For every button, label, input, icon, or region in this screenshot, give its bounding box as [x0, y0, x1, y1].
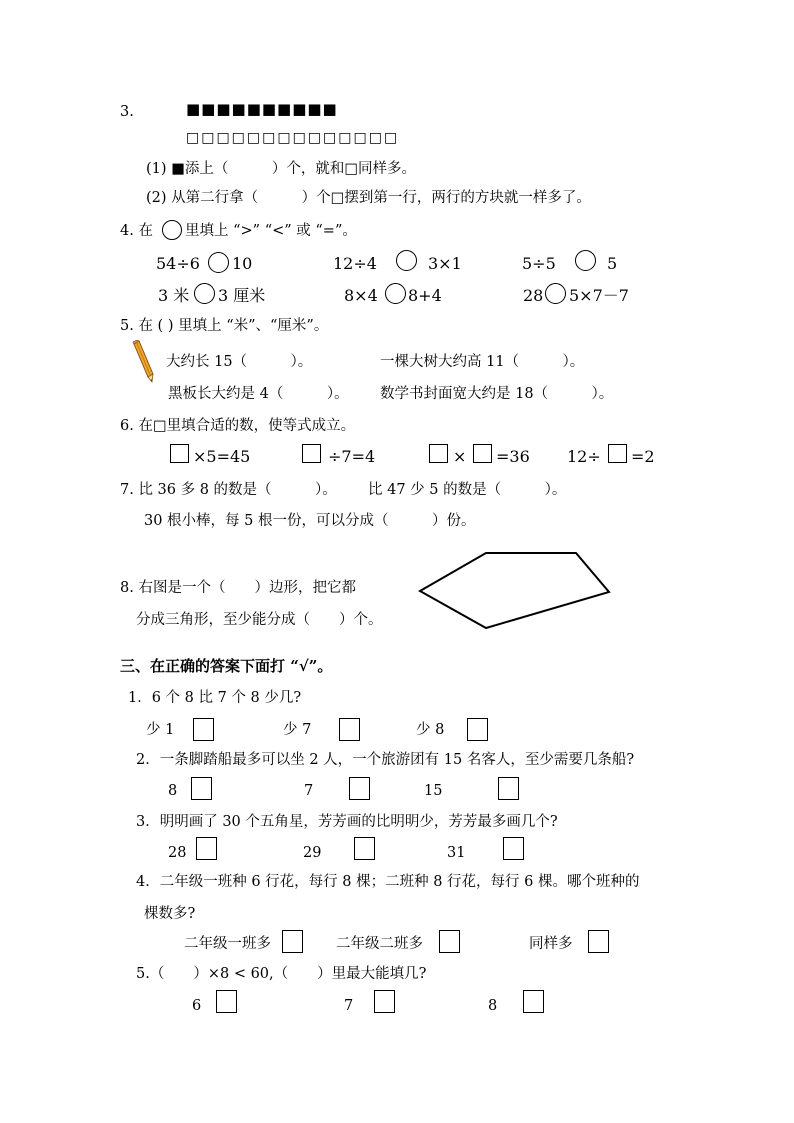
q4-r2-e: 28: [523, 286, 544, 305]
compare-circle[interactable]: [208, 252, 229, 273]
check-box[interactable]: [439, 930, 460, 953]
check-box[interactable]: [349, 777, 370, 800]
q8-a: 8. 右图是一个（ ）边形，把它都: [120, 580, 356, 596]
section3-title: 三、在正确的答案下面打 “√”。: [120, 657, 333, 675]
check-box[interactable]: [588, 930, 609, 953]
q3-number: 3.: [120, 104, 134, 120]
check-box[interactable]: [523, 990, 544, 1013]
q3-sub2: (2) 从第二行拿（ ）个□摆到第一行，两行的方块就一样多了。: [146, 190, 591, 206]
q6-e1: ×5=45: [193, 447, 251, 466]
compare-circle[interactable]: [396, 250, 417, 271]
s3-q2-text: 2．一条脚踏船最多可以坐 2 人，一个旅游团有 15 名客人，至少需要几条船?: [136, 752, 635, 768]
q6-e4b: =2: [631, 447, 655, 466]
q4-r1-a: 54÷6: [156, 254, 200, 273]
pentagon-figure: [412, 546, 616, 636]
pencil-icon: [130, 340, 156, 384]
check-box[interactable]: [193, 718, 214, 741]
filled-squares-row: ■■■■■■■■■■: [186, 100, 338, 118]
s3-q2-opt2: 7: [304, 783, 314, 799]
q4-r2-b: 3 厘米: [218, 286, 266, 305]
q4-r1-c: 12÷4: [333, 254, 377, 273]
check-box[interactable]: [196, 837, 217, 860]
s3-q4-opt3: 同样多: [529, 936, 573, 952]
q4-title-rest: 里填上 “>” “<” 或 “=”。: [185, 223, 357, 239]
q4-r2-a: 3 米: [158, 286, 190, 305]
q4-r2-d: 8+4: [408, 286, 442, 305]
check-box[interactable]: [498, 777, 519, 800]
q4-r2-f: 5×7－7: [569, 286, 629, 305]
check-box[interactable]: [503, 837, 524, 860]
check-box[interactable]: [354, 837, 375, 860]
q5-title: 5. 在 ( ) 里填上 “米”、“厘米”。: [120, 318, 329, 334]
answer-box[interactable]: [170, 444, 189, 463]
check-box[interactable]: [216, 990, 237, 1013]
s3-q1-opt2: 少 7: [283, 722, 312, 738]
q6-e4: 12÷: [567, 447, 601, 466]
s3-q3-opt3: 31: [447, 845, 466, 861]
s3-q5-opt2: 7: [344, 998, 354, 1014]
q7-a: 7. 比 36 多 8 的数是（ ）。: [120, 482, 337, 498]
hollow-squares-row: □□□□□□□□□□□□□□: [186, 130, 400, 146]
s3-q3-opt1: 28: [168, 845, 187, 861]
answer-box[interactable]: [429, 444, 448, 463]
s3-q4-text: 4．二年级一班种 6 行花，每行 8 棵；二班种 8 行花，每行 6 棵。哪个班种的: [136, 874, 640, 890]
s3-q1-opt3: 少 8: [416, 722, 445, 738]
q5-a: 大约长 15（ ）。: [166, 354, 313, 370]
answer-box[interactable]: [302, 444, 321, 463]
q4-r1-e: 5÷5: [522, 254, 556, 273]
s3-q4-opt2: 二年级二班多: [336, 936, 423, 952]
check-box[interactable]: [282, 930, 303, 953]
s3-q1-opt1: 少 1: [146, 722, 175, 738]
compare-circle[interactable]: [545, 283, 566, 304]
s3-q2-opt1: 8: [168, 783, 178, 799]
s3-q5-opt1: 6: [192, 998, 202, 1014]
s3-q3-text: 3．明明画了 30 个五角星，芳芳画的比明明少，芳芳最多画几个?: [136, 814, 558, 830]
q6-e3b: =36: [496, 447, 530, 466]
s3-q5-text: 5.（ ）×8 < 60,（ ）里最大能填几?: [136, 966, 427, 982]
q4-r1-d: 3×1: [428, 254, 462, 273]
s3-q5-opt3: 8: [488, 998, 498, 1014]
check-box[interactable]: [467, 718, 488, 741]
s3-q1-text: 1．6 个 8 比 7 个 8 少几?: [128, 690, 302, 706]
s3-q4-text2: 棵数多?: [144, 906, 196, 922]
compare-circle[interactable]: [194, 283, 215, 304]
q4-title: 4. 在: [120, 223, 153, 239]
answer-box[interactable]: [608, 444, 627, 463]
compare-circle[interactable]: [385, 283, 406, 304]
q5-b: 一棵大树大约高 11（ ）。: [380, 354, 585, 370]
q3-sub1: (1) ■添上（ ）个，就和□同样多。: [146, 161, 417, 177]
compare-circle[interactable]: [575, 250, 596, 271]
q4-r1-f: 5: [607, 254, 618, 273]
q8-b: 分成三角形，至少能分成（ ）个。: [136, 612, 383, 628]
circle-placeholder: [162, 220, 182, 240]
q6-e2: ÷7=4: [328, 447, 376, 466]
q6-title: 6. 在□里填合适的数，使等式成立。: [120, 418, 356, 434]
s3-q3-opt2: 29: [303, 845, 322, 861]
q4-r2-c: 8×4: [344, 286, 378, 305]
q5-c: 黑板长大约是 4（ ）。: [168, 386, 349, 402]
s3-q2-opt3: 15: [424, 783, 443, 799]
q7-b: 比 47 少 5 的数是（ ）。: [368, 482, 567, 498]
q6-e3: ×: [453, 447, 467, 466]
s3-q4-opt1: 二年级一班多: [184, 936, 271, 952]
check-box[interactable]: [374, 990, 395, 1013]
answer-box[interactable]: [473, 444, 492, 463]
q4-r1-b: 10: [232, 254, 253, 273]
check-box[interactable]: [191, 777, 212, 800]
q7-c: 30 根小棒，每 5 根一份，可以分成（ ）份。: [144, 513, 476, 529]
check-box[interactable]: [339, 718, 360, 741]
q5-d: 数学书封面宽大约是 18（ ）。: [380, 386, 614, 402]
